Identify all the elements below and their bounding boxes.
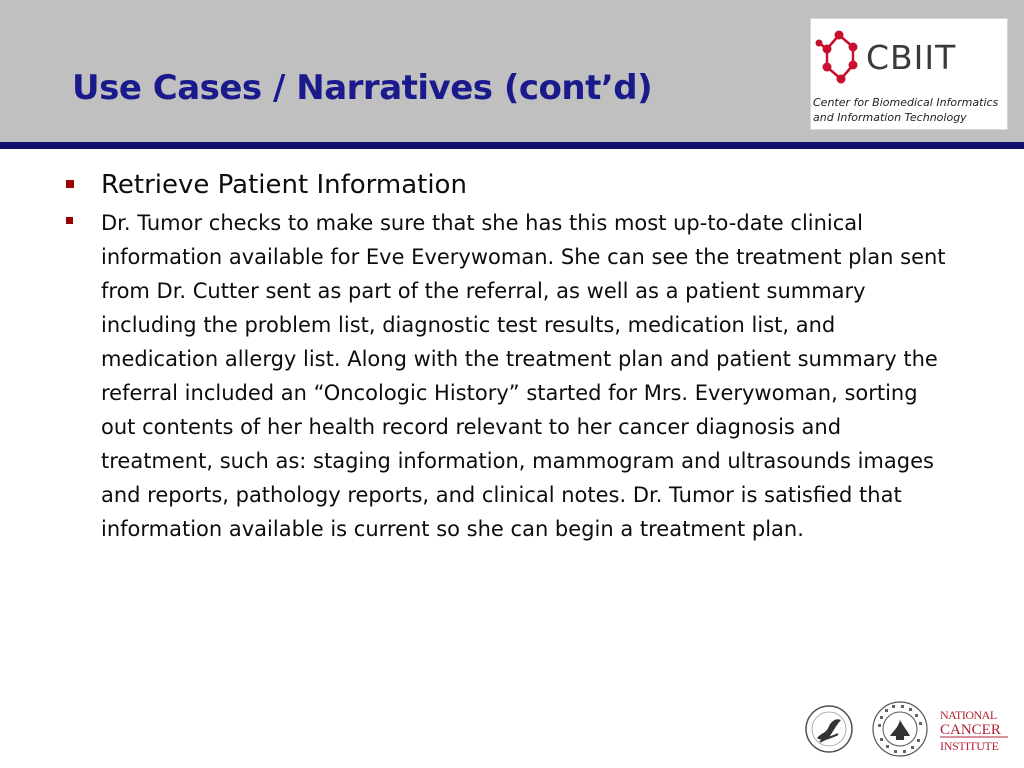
bullet-list [62, 166, 962, 546]
molecule-icon [813, 21, 865, 91]
slide-title: Use Cases / Narratives (cont’d) [72, 68, 653, 108]
cbiit-wordmark: CBIIT [866, 38, 957, 77]
bullet-marker [66, 217, 73, 224]
nih-seal-icon [870, 700, 930, 758]
svg-text:INSTITUTE: INSTITUTE [940, 739, 999, 753]
svg-text:NATIONAL: NATIONAL [940, 708, 997, 722]
bullet-text: Dr. Tumor checks to make sure that she has this most up-to-date clinical information available for Eve Everywoman. She can see the treatment plan sent from Dr. Cutter sent as part of the referral, as well as a patient summary including the problem list, diagnostic test results, medication list, and medication allergy list. Along with the treatment plan and patient summary the referral included an “Oncologic History” started for Mrs. Everywoman, sorting out contents of her health record relevant to her cancer diagnosis and treatment, such as: staging information, mammogram and ultrasounds images and reports, pathology reports, and clinical notes. Dr. Tumor is satisfied that information available is current so she can begin a treatment plan. [101, 211, 946, 541]
bullet-text: Retrieve Patient Information [101, 170, 467, 200]
nci-logo [938, 704, 1010, 754]
cbiit-subtitle-line2: and Information Technology [813, 111, 967, 124]
footer-logos [800, 698, 1015, 760]
bullet-item [62, 206, 946, 546]
header-divider [0, 142, 1024, 149]
bullet-item [62, 166, 962, 204]
hhs-seal-icon [804, 704, 854, 754]
bullet-marker [66, 180, 74, 188]
cbiit-subtitle-line1: Center for Biomedical Informatics [813, 96, 999, 109]
cbiit-logo [810, 18, 1008, 130]
svg-text:CANCER: CANCER [940, 722, 1001, 738]
cbiit-subtitle [813, 95, 1005, 125]
